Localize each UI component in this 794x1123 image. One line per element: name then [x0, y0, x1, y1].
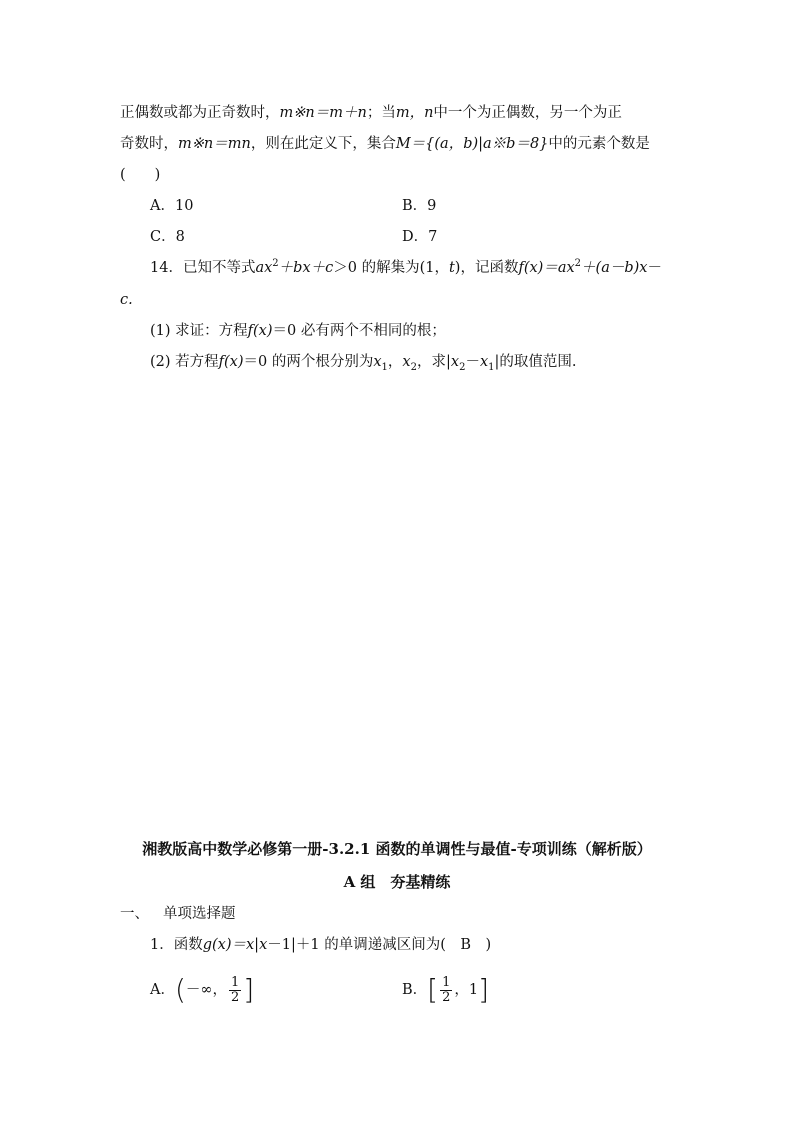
p13-line-1: 正偶数或都为正奇数时，m※n＝m＋n；当m，n中一个为正偶数，另一个为正: [120, 105, 622, 121]
p13-option-a: A．10: [150, 198, 194, 214]
p14-line-2: c.: [120, 292, 133, 308]
p13-option-b: B．9: [402, 198, 437, 214]
group-heading: A 组 夯基精练: [343, 873, 451, 891]
section-number: 一、: [120, 906, 149, 922]
p13-option-d: D．7: [402, 229, 438, 245]
p14-sub-1: (1) 求证：方程f(x)＝0 必有两个不相同的根；: [150, 323, 446, 339]
fraction-one-half: $\frac{1}{2}$: [231, 974, 240, 1005]
p1-option-a: A．(－∞， $\frac{1}{2}$ ]: [150, 973, 255, 1006]
p13-line-2: 奇数时，m※n＝mn，则在此定义下，集合M＝{(a，b)|a※b＝8}中的元素个数是: [120, 136, 650, 152]
p13-answer-blank: ( ): [120, 167, 161, 183]
p1-question: 1．函数g(x)＝x|x－1|＋1 的单调递减区间为( B ): [150, 937, 492, 953]
p13-option-c: C．8: [150, 229, 185, 245]
section-heading-text: 单项选择题: [163, 906, 236, 922]
section-heading: [120, 904, 236, 924]
p14-line-1: 14．已知不等式$ax^2+bx+c>0$ 的解集为(1，t)，记函数$f(x)=ax^2+(a-b)x-$: [150, 258, 662, 276]
p1-option-b: B．[ $\frac{1}{2}$ ，1]: [402, 973, 490, 1006]
fraction-one-half: $\frac{1}{2}$: [442, 974, 451, 1005]
document-title: 湘教版高中数学必修第一册-3.2.1 函数的单调性与最值-专项训练（解析版）: [142, 840, 652, 858]
p14-sub-2: (2) 若方程f(x)＝0 的两个根分别为$x_1$，$x_2$，求$|x_2-x_1|$的取值范围.: [150, 354, 577, 373]
